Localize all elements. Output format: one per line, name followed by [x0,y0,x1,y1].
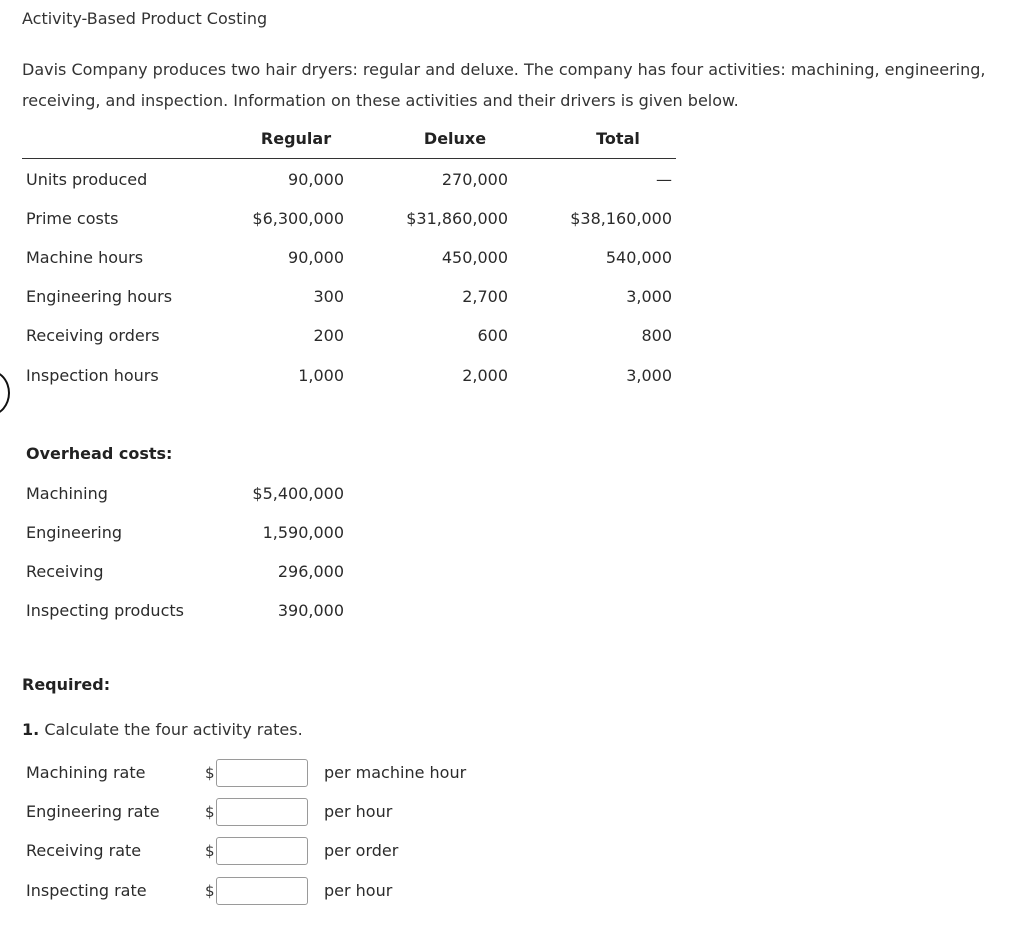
cell-deluxe: 450,000 [441,248,508,267]
cell-total: 540,000 [605,248,672,267]
currency-symbol: $ [205,882,215,900]
overhead-value: 1,590,000 [262,523,344,542]
cell-deluxe: 2,700 [462,287,508,306]
intro-text: Davis Company produces two hair dryers: regular and deluxe. The company has four activities: machining, engineering, receiving, and inspection. Information on these activities and their drivers is given below. [22,60,986,110]
col-header-total: Total [596,129,640,148]
row-label: Machine hours [26,248,144,267]
row-label: Inspection hours [26,366,159,385]
engineering-rate-input[interactable] [216,798,308,826]
currency-symbol: $ [205,764,215,782]
row-label: Receiving orders [26,326,160,345]
overhead-value: $5,400,000 [252,484,344,503]
cell-regular: 90,000 [288,170,344,189]
overhead-value: 390,000 [277,601,344,620]
row-label: Engineering hours [26,287,173,306]
overhead-label: Inspecting products [26,601,184,620]
cell-regular: 200 [313,326,344,345]
rate-label: Engineering rate [26,802,160,821]
rate-unit: per hour [324,802,393,821]
overhead-label: Receiving [26,562,104,581]
col-header-deluxe: Deluxe [423,129,487,148]
cell-regular: $6,300,000 [252,209,344,228]
cell-total: 800 [641,326,672,345]
rate-unit: per order [324,841,399,860]
machining-rate-input[interactable] [216,759,308,787]
cell-total: $38,160,000 [570,209,672,228]
cell-deluxe: 600 [477,326,508,345]
row-label: Units produced [26,170,148,189]
overhead-label: Machining [26,484,108,503]
header-divider [22,158,676,159]
overhead-heading: Overhead costs: [26,444,173,463]
rate-label: Machining rate [26,763,146,782]
rate-unit: per hour [324,881,393,900]
rate-label: Inspecting rate [26,881,147,900]
currency-symbol: $ [205,842,215,860]
edge-circle-decoration [0,370,10,416]
cell-total: 3,000 [626,287,672,306]
cell-deluxe: 270,000 [441,170,508,189]
cell-total: 3,000 [626,366,672,385]
cell-deluxe: $31,860,000 [406,209,508,228]
cell-deluxe: 2,000 [462,366,508,385]
question-text [22,720,303,739]
overhead-label: Engineering [26,523,122,542]
currency-symbol: $ [205,803,215,821]
required-heading: Required: [22,675,111,694]
cell-total: — [656,170,672,189]
cell-regular: 90,000 [288,248,344,267]
rate-unit: per machine hour [324,763,467,782]
overhead-value: 296,000 [277,562,344,581]
cell-regular: 1,000 [298,366,344,385]
question-body: Calculate the four activity rates. [44,720,303,739]
cell-regular: 300 [313,287,344,306]
inspecting-rate-input[interactable] [216,877,308,905]
receiving-rate-input[interactable] [216,837,308,865]
col-header-regular: Regular [260,129,332,148]
question-number: 1. [22,720,40,739]
rate-label: Receiving rate [26,841,142,860]
page-title: Activity-Based Product Costing [22,9,268,28]
row-label: Prime costs [26,209,119,228]
